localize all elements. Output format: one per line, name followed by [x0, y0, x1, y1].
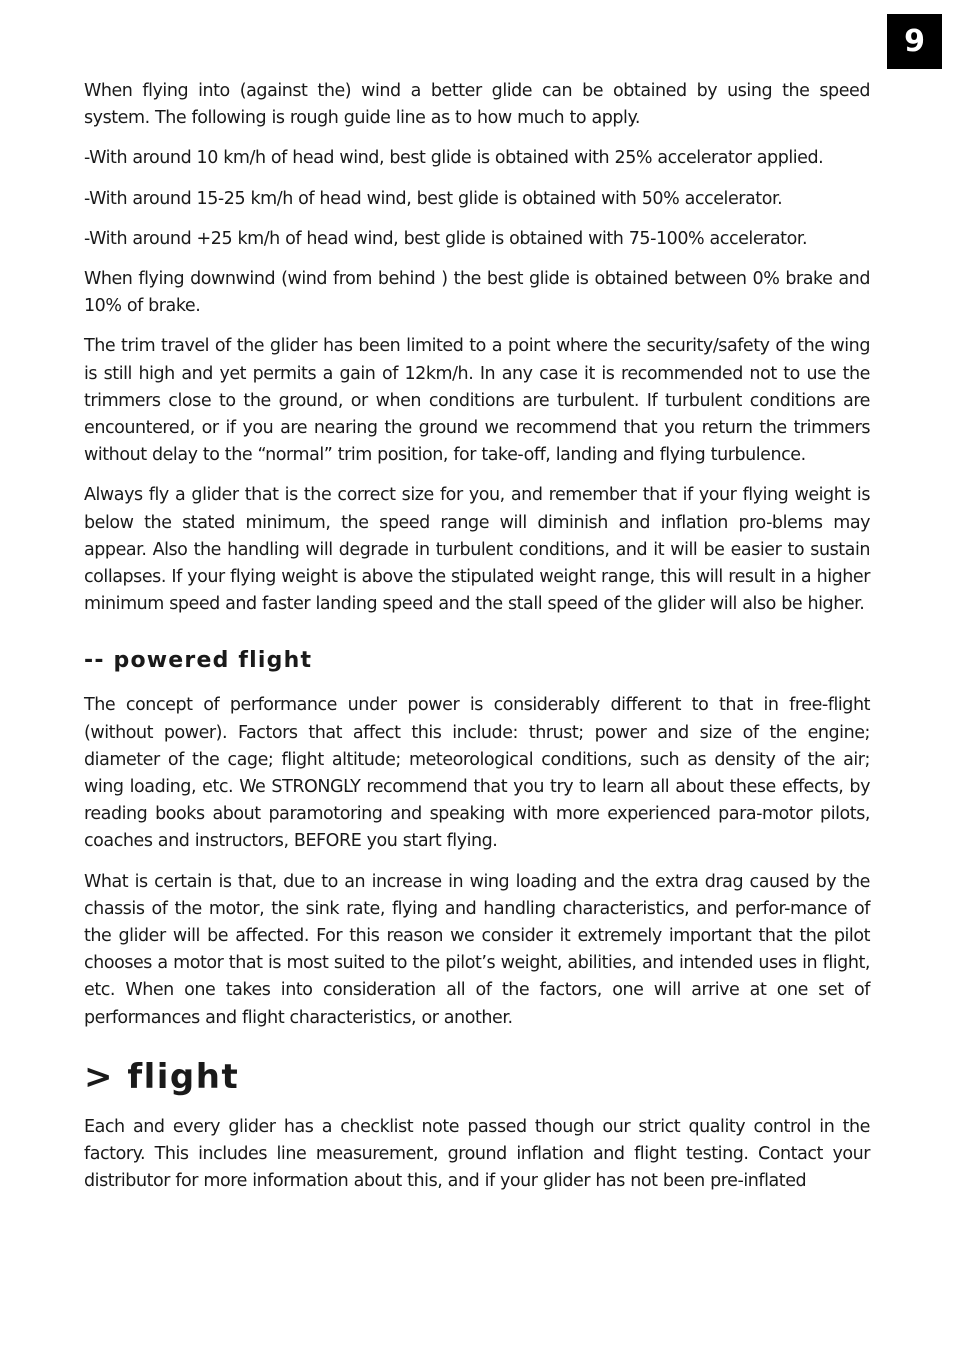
paragraph-downwind: When flying downwind (wind from behind ) the best glide is obtained between 0% brake and 10% of brake. — [84, 269, 870, 317]
page-number-badge: 9 — [887, 14, 942, 69]
paragraph-trim-travel: The trim travel of the glider has been limited to a point where the security/safety of the wing is still high and yet permits a gain of 12km/h. In any case it is recommended not to use the trimmers close to the ground, or when conditions are turbulent. If turbulent conditions are encountered, or if you are nearing the ground we recommend that you return the trimmers without delay to the “normal” trim position, for take-off, landing and flying turbulence. — [84, 336, 870, 466]
paragraph-power-concept: The concept of performance under power is considerably different to that in free-flight (without power). Factors that affect this include: thrust; power and size of the engine; diameter of the cage; flight altitude; meteorological conditions, such as density of the air; wing loading, etc. We STRONGLY recommend that you try to learn all about these effects, by reading books about paramotoring and speaking with more experienced para-motor pilots, coaches and instructors, BEFORE you start flying. — [84, 695, 870, 852]
paragraph-headwind-25-plus: -With around +25 km/h of head wind, best glide is obtained with 75-100% accelerator. — [84, 228, 808, 249]
paragraph-wing-loading: What is certain is that, due to an increase in wing loading and the extra drag caused by the chassis of the motor, the sink rate, flying and handling characteristics, and perfor-mance of the glider will be affected. For this reason we consider it extremely important that the pilot chooses a motor that is most suited to the pilot’s weight, abilities, and intended uses in flight, etc. When one takes into consideration all of the factors, one will arrive at one set of performances and flight characteristics, or another. — [84, 871, 870, 1028]
paragraph-glider-size: Always fly a glider that is the correct size for you, and remember that if your flying weight is below the stated minimum, the speed range will diminish and inflation pro-blems may appear. Also the handling will degrade in turbulent conditions, and it will be easier to sustain collapses. If your flying weight is above the stipulated weight range, this will result in a higher minimum speed and faster landing speed and the stall speed of the glider will also be higher. — [84, 485, 870, 615]
paragraph-checklist: Each and every glider has a checklist note passed though our strict quality control in the factory. This includes line measurement, ground inflation and flight testing. Contact your distributor for more information about this, and if your glider has not been pre-inflated — [84, 1116, 870, 1192]
paragraph-headwind-15-25: -With around 15-25 km/h of head wind, best glide is obtained with 50% accelerator. — [84, 188, 783, 209]
document-body — [84, 78, 870, 1209]
paragraph-headwind-10: -With around 10 km/h of head wind, best glide is obtained with 25% accelerator applied. — [84, 148, 824, 169]
heading-flight: > flight — [84, 1056, 240, 1097]
heading-powered-flight: -- powered flight — [84, 648, 313, 674]
paragraph-speed-system: When flying into (against the) wind a better glide can be obtained by using the speed system. The following is rough guide line as to how much to apply. — [84, 81, 870, 129]
